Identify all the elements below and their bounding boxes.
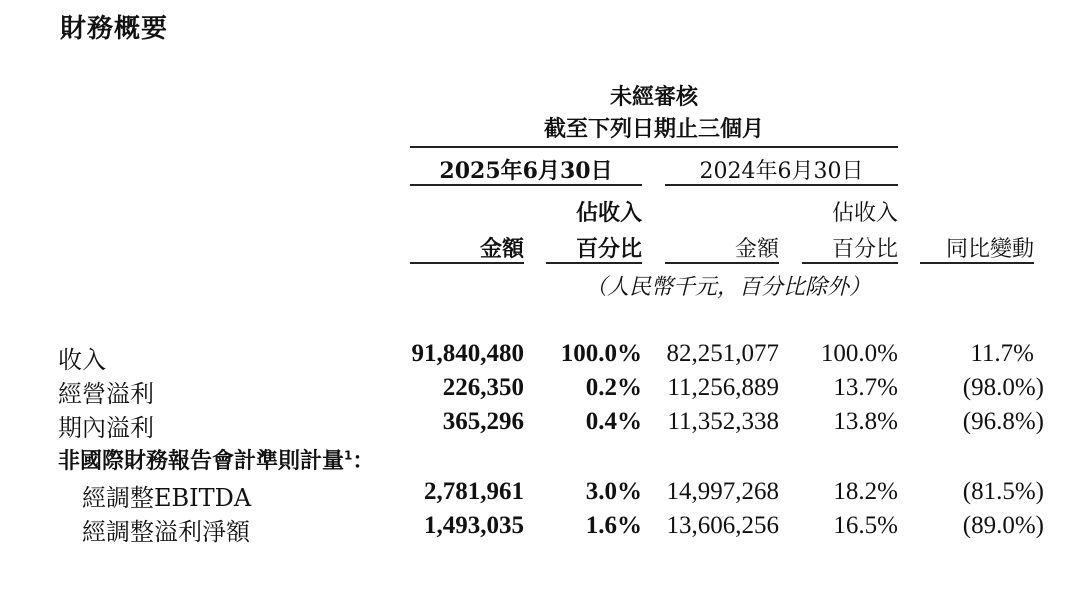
cell-yoy: (89.0%) (962, 512, 1044, 539)
rule-pct-2025 (546, 262, 642, 264)
rule-amount-2025 (410, 262, 524, 264)
page-title: 財務概要 (60, 14, 169, 44)
col-pct-2024-line2: 百分比 (831, 237, 898, 262)
unit-note: （人民幣千元，百分比除外） (585, 275, 872, 300)
cell-amount-2024: 11,352,338 (667, 408, 779, 435)
header-rule-top (410, 146, 898, 148)
cell-amount-2025: 365,296 (442, 408, 524, 435)
section-colon: ： (352, 449, 375, 474)
cell-yoy: (96.8%) (962, 408, 1044, 435)
cell-amount-2024: 11,256,889 (667, 374, 779, 401)
cell-yoy: (81.5%) (962, 478, 1044, 505)
col-pct-2025-line1: 佔收入 (575, 200, 642, 226)
cell-amount-2025: 1,493,035 (424, 512, 524, 539)
header-period-desc: 截至下列日期止三個月 (543, 116, 764, 142)
cell-pct-2024: 13.7% (833, 374, 898, 401)
cell-pct-2025: 1.6% (585, 512, 642, 539)
cell-yoy: 11.7% (970, 340, 1034, 367)
header-unaudited: 未經審核 (609, 84, 698, 110)
rule-pct-2024 (802, 262, 898, 264)
row-label-operating-profit: 經營溢利 (58, 380, 154, 408)
cell-pct-2025: 3.0% (585, 478, 642, 505)
cell-pct-2025: 0.2% (585, 374, 642, 401)
cell-pct-2024: 100.0% (820, 340, 898, 367)
rule-amount-2024 (665, 262, 779, 264)
cell-pct-2024: 13.8% (833, 408, 898, 435)
cell-yoy: (98.0%) (962, 374, 1044, 401)
cell-amount-2024: 14,997,268 (666, 478, 779, 505)
col-pct-2024-line1: 佔收入 (831, 201, 898, 226)
rule-yoy (920, 262, 1034, 264)
cell-pct-2025: 0.4% (585, 408, 642, 435)
cell-amount-2025: 91,840,480 (411, 340, 524, 367)
section-non-ifrs (58, 444, 374, 475)
col-yoy: 同比變動 (945, 237, 1034, 262)
cell-pct-2024: 18.2% (833, 478, 898, 505)
cell-amount-2025: 2,781,961 (424, 478, 524, 505)
row-label-adjusted-net-profit: 經調整溢利淨額 (82, 518, 250, 546)
cell-pct-2024: 16.5% (833, 512, 898, 539)
header-rule-2025 (410, 184, 642, 186)
header-period-2024: 2024年6月30日 (699, 159, 864, 184)
col-amount-2025: 金額 (479, 236, 524, 262)
cell-amount-2024: 13,606,256 (666, 512, 779, 539)
row-label-revenue: 收入 (58, 346, 106, 374)
footnote-marker: 1 (344, 448, 353, 463)
row-label-period-profit: 期內溢利 (58, 414, 154, 442)
header-rule-2024 (665, 184, 898, 186)
cell-amount-2024: 82,251,077 (666, 340, 779, 367)
section-non-ifrs-label: 非國際財務報告會計準則計量 (58, 449, 345, 474)
row-label-adjusted-ebitda: 經調整EBITDA (82, 484, 252, 512)
header-period-2025: 2025年6月30日 (439, 158, 613, 184)
col-amount-2024: 金額 (734, 237, 779, 262)
col-pct-2025-line2: 百分比 (575, 236, 642, 262)
cell-amount-2025: 226,350 (442, 374, 524, 401)
cell-pct-2025: 100.0% (560, 340, 642, 367)
